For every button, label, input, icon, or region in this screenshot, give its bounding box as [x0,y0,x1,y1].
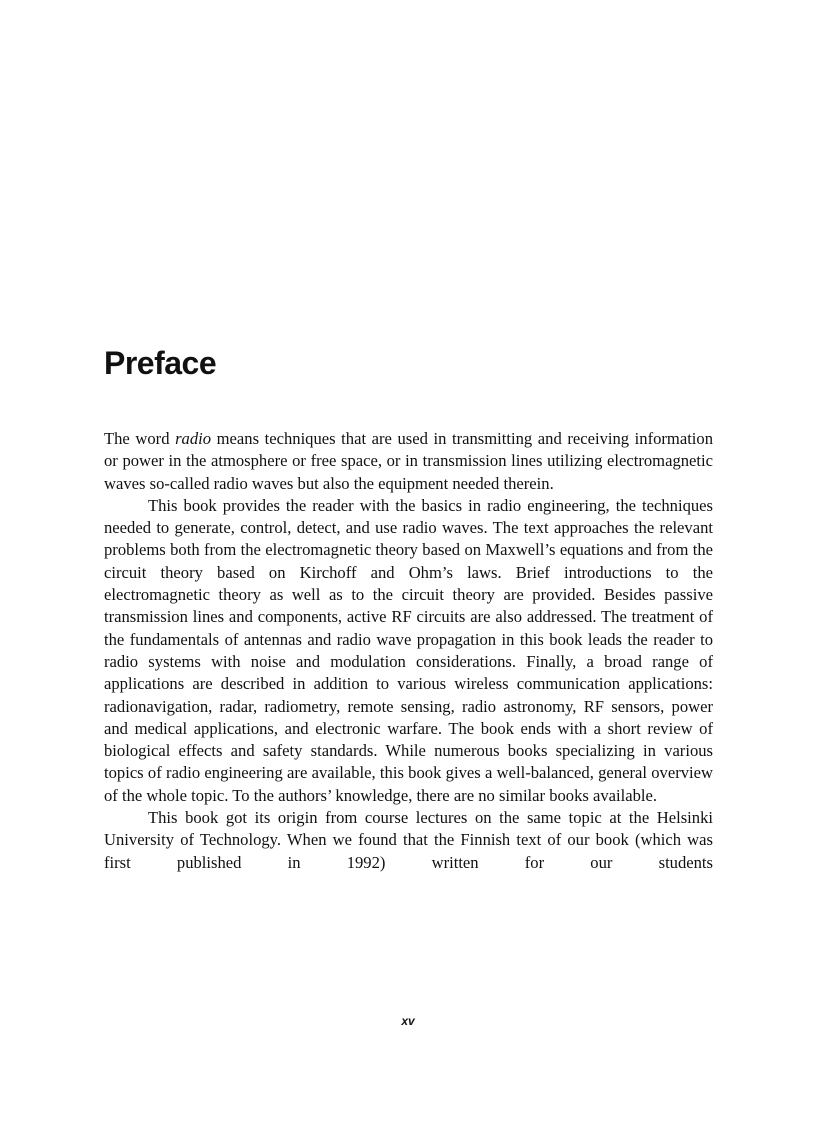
paragraph-1-rest: means techniques that are used in transmitting and receiving information or power in the atmosphere or free space, or in transmission lines utilizing electromagnetic waves so-called radio waves but also the equipment needed therein. [104,429,714,493]
paragraph-1-emphasis: radio [175,429,212,448]
page-title: Preface [104,345,217,381]
page-number: xv [401,1014,415,1028]
paragraph-3: This book got its origin from course lectures on the same topic at the Helsinki University of Technology. When we found that the Finnish text of our book (which was first published in 1992) written for our students [104,808,713,872]
paragraph-2: This book provides the reader with the basics in radio engineering, the techniques needed to generate, control, detect, and use radio waves. The text approaches the relevant problems both from the electromagnetic theory based on Maxwell’s equations and from the circuit theory based on Kirchoff and Ohm’s laws. Brief introductions to the electromagnetic theory as well as to the circuit theory are provided. Besides passive transmission lines and components, active RF circuits are also addressed. The treatment of the fundamentals of antennas and radio wave propagation in this book leads the reader to radio systems with noise and modulation considerations. Finally, a broad range of applications are described in addition to various wireless communication applications: radionavigation, radar, radiometry, remote sensing, radio astronomy, RF sensors, power and medical applications, and electronic warfare. The book ends with a short review of biological effects and safety standards. While numerous books specializing in various topics of radio engineering are available, this book gives a well-balanced, general overview of the whole topic. To the authors’ knowledge, there are no similar books available. [104,495,713,805]
paragraph-1 [104,428,713,495]
paragraph-1-lead: The word [104,429,176,448]
body-text [104,428,713,874]
